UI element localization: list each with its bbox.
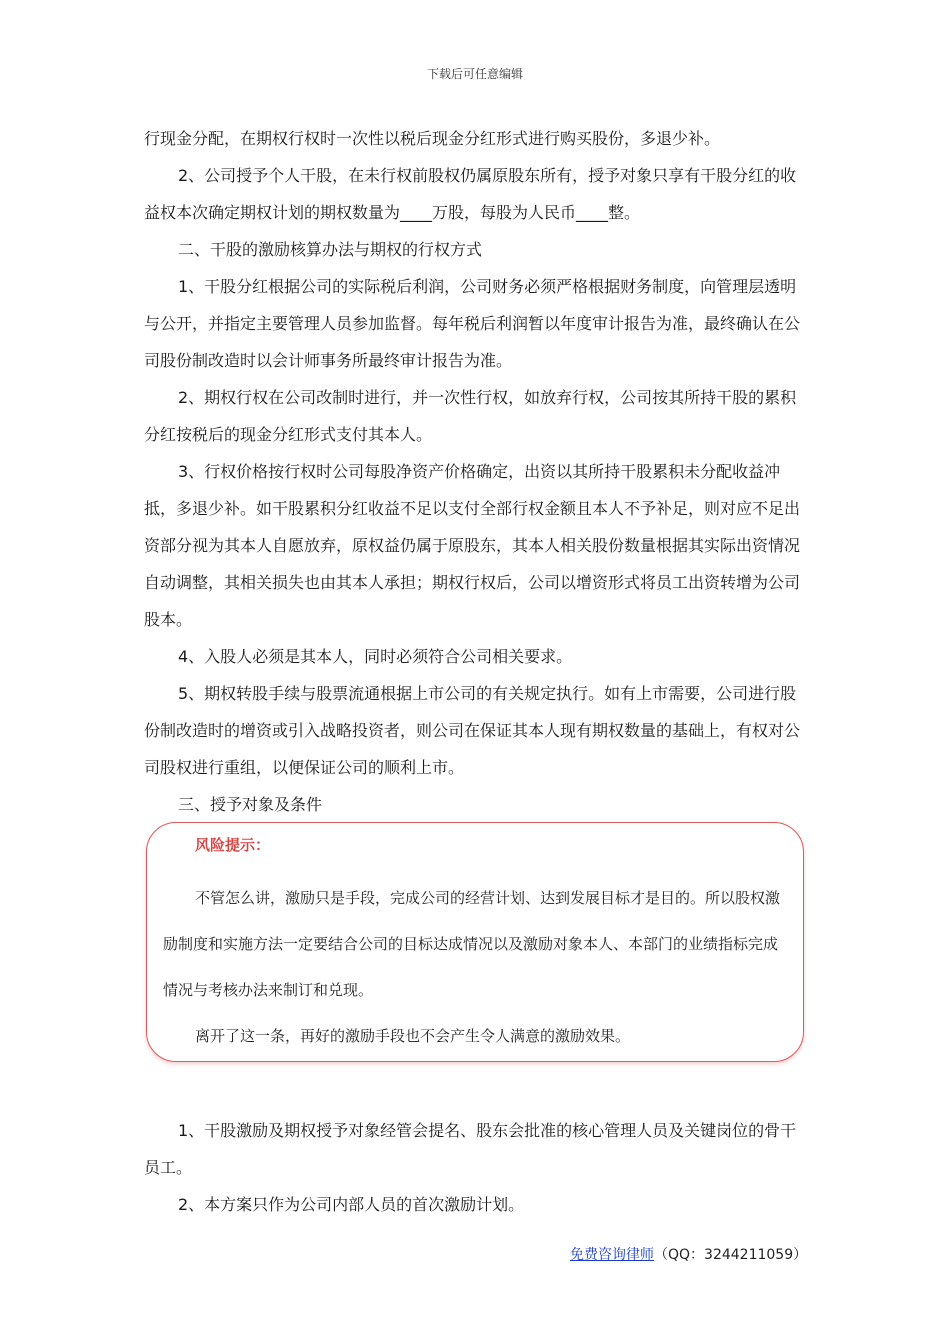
- paragraph-dividend-basis: 1、干股分红根据公司的实际税后利润，公司财务必须严格根据财务制度，向管理层透明与公开，并指定主要管理人员参加监督。每年税后利润暂以年度审计报告为准，最终确认在公司股份制改造时以会计师事务所最终审计报告为准。: [144, 277, 801, 370]
- section-heading-grant-objects: 三、授予对象及条件: [178, 795, 323, 814]
- paragraph-plan-scope: 2、本方案只作为公司内部人员的首次激励计划。: [178, 1195, 525, 1214]
- paragraph-conversion-listing: 5、期权转股手续与股票流通根据上市公司的有关规定执行。如有上市需要，公司进行股份制改造时的增资或引入战略投资者，则公司在保证其本人现有期权数量的基础上，有权对公司股权进行重组，以便保证公司的顺利上市。: [144, 684, 801, 777]
- paragraph-grant-dry-shares: 2、公司授予个人干股，在未行权前股权仍属原股东所有，授予对象只享有干股分红的收益权本次确定期权计划的期权数量为____万股，每股为人民币____整。: [144, 166, 797, 222]
- document-body: [144, 120, 806, 823]
- risk-warning-paragraph: 离开了这一条，再好的激励手段也不会产生令人满意的激励效果。: [195, 1027, 631, 1045]
- risk-warning-body: [163, 875, 787, 1059]
- document-body-lower: [144, 1112, 806, 1223]
- free-lawyer-consult-link[interactable]: 免费咨询律师: [570, 1247, 654, 1263]
- page-footer: [570, 1244, 807, 1264]
- risk-warning-title: 风险提示：: [195, 836, 271, 854]
- paragraph-exercise-price: 3、行权价格按行权时公司每股净资产价格确定，出资以其所持干股累积未分配收益冲抵，多退少补。如干股累积分红收益不足以支付全部行权金额且本人不予补足，则对应不足出资部分视为其本人自愿放弃，原权益仍属于原股东，其本人相关股份数量根据其实际出资情况自动调整，其相关损失也由其本人承担；期权行权后，公司以增资形式将员工出资转增为公司股本。: [144, 462, 801, 629]
- risk-warning-box: [146, 822, 804, 1062]
- qq-contact: （QQ：3244211059）: [654, 1247, 808, 1263]
- page-header-note: 下载后可任意编辑: [426, 67, 523, 81]
- paragraph-holder-requirement: 4、入股人必须是其本人，同时必须符合公司相关要求。: [178, 647, 573, 666]
- risk-warning-paragraph: 不管怎么讲，激励只是手段，完成公司的经营计划、达到发展目标才是目的。所以股权激励制度和实施方法一定要结合公司的目标达成情况以及激励对象本人、本部门的业绩指标完成情况与考核办法来制订和兑现。: [163, 889, 781, 999]
- paragraph-cash-distribution: 行现金分配，在期权行权时一次性以税后现金分红形式进行购买股份，多退少补。: [144, 129, 721, 148]
- section-heading-accounting: 二、干股的激励核算办法与期权的行权方式: [178, 240, 483, 259]
- paragraph-grant-objects: 1、干股激励及期权授予对象经管会提名、股东会批准的核心管理人员及关键岗位的骨干员工。: [144, 1121, 797, 1177]
- paragraph-exercise-timing: 2、期权行权在公司改制时进行，并一次性行权，如放弃行权，公司按其所持干股的累积分红按税后的现金分红形式支付其本人。: [144, 388, 797, 444]
